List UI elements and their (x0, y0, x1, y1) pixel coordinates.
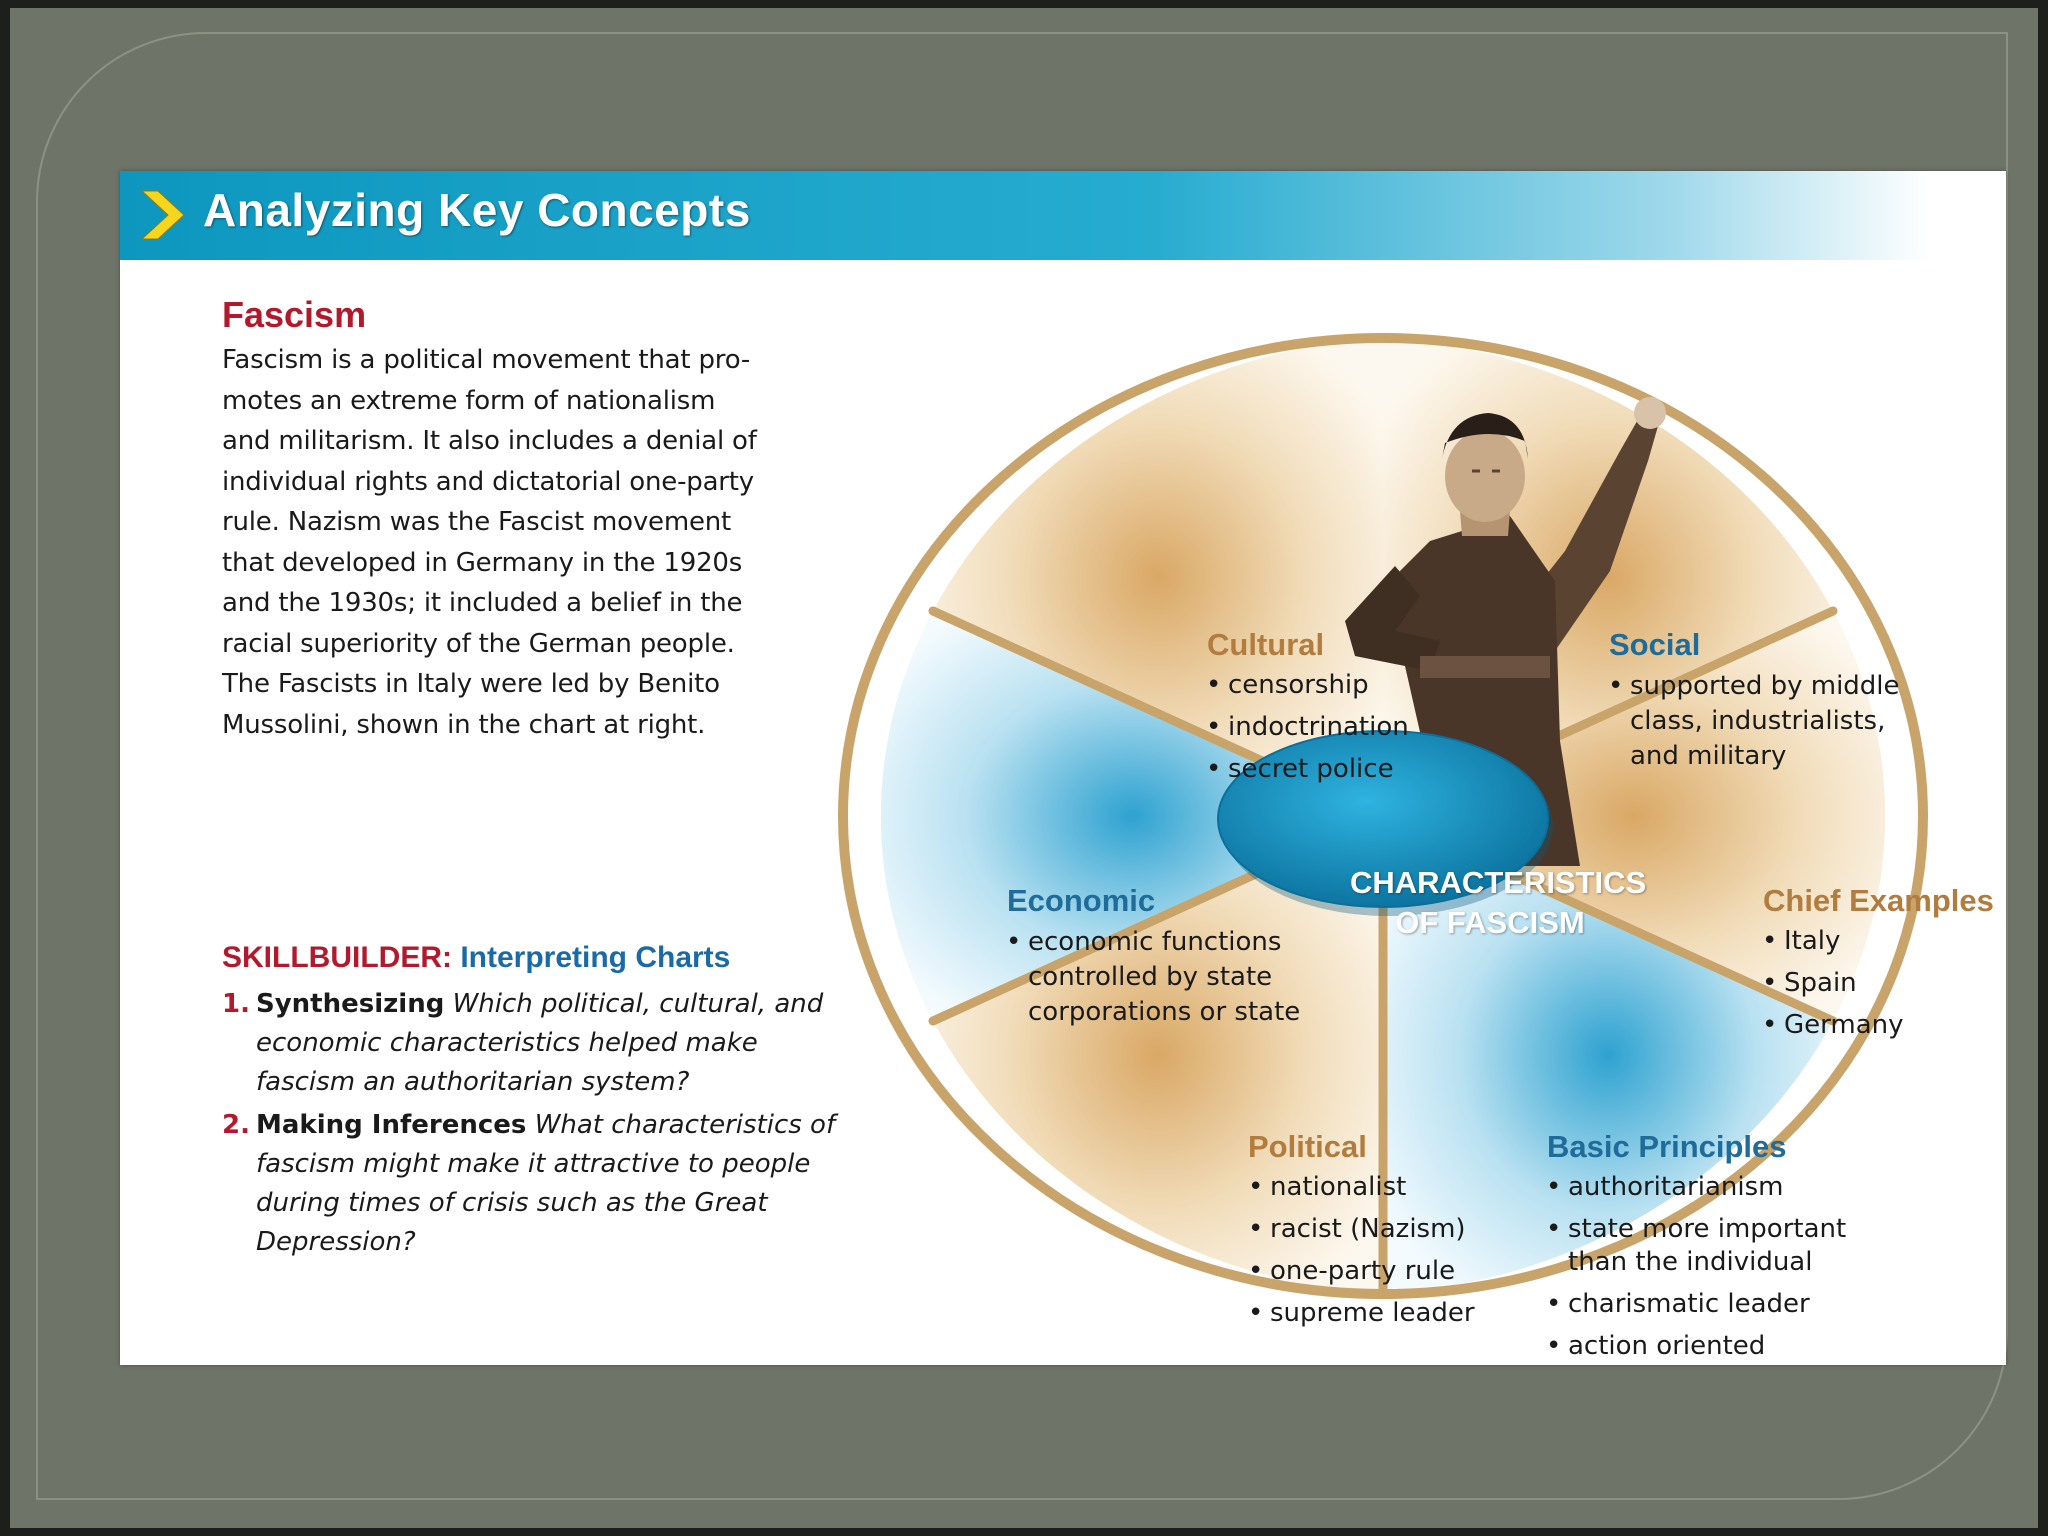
definition-line: The Fascists in Italy were led by Benito (222, 669, 720, 699)
center-label-line: OF FASCISM (1395, 905, 1585, 940)
fascism-definition (222, 294, 822, 745)
question-text: What characteristics of fascism might make it attractive to people during times of crisis such as the Great Depression? (256, 1110, 836, 1257)
skillbuilder-label: SKILLBUILDER: (222, 941, 452, 974)
segment-list-basic-principles (1546, 1171, 1866, 1365)
question-1 (222, 985, 842, 1102)
segment-title-economic: Economic (1007, 883, 1156, 918)
list-item: • Germany (1762, 1009, 1982, 1042)
textbook-page (120, 171, 2006, 1365)
question-2 (222, 1106, 842, 1262)
segment-title-political: Political (1248, 1129, 1367, 1164)
segment-title-basic-principles: Basic Principles (1547, 1129, 1787, 1164)
characteristics-wheel (820, 321, 2000, 1361)
list-item: • censorship (1206, 669, 1446, 702)
definition-line: that developed in Germany in the 1920s (222, 547, 743, 578)
segment-list-social (1608, 669, 1908, 774)
question-number: 2. (222, 1110, 250, 1140)
definition-line: Fascism is a political movement that pro- (222, 345, 751, 375)
list-item: • Italy (1762, 925, 1982, 958)
definition-line: racial superiority of the German people. (222, 628, 735, 659)
segment-title-chief-examples: Chief Examples (1763, 883, 1994, 918)
chevron-right-icon (138, 185, 192, 245)
list-item: • state more important than the individual (1546, 1213, 1866, 1279)
segment-list-political (1248, 1171, 1508, 1339)
definition-line: and militarism. It also includes a denial of (222, 426, 757, 456)
segment-list-economic (1006, 925, 1306, 1030)
list-item: • charismatic leader (1546, 1288, 1866, 1321)
definition-line: individual rights and dictatorial one-party (222, 466, 754, 497)
segment-list-cultural (1206, 669, 1446, 795)
segment-title-cultural: Cultural (1207, 627, 1325, 662)
center-label (1350, 863, 1647, 943)
banner (120, 171, 2006, 260)
question-text: Which political, cultural, and economic characteristics helped make fascism an authoritarian system? (256, 989, 824, 1097)
center-label-line: CHARACTERISTICS (1350, 865, 1647, 900)
skillbuilder (222, 941, 842, 1266)
banner-title: Analyzing Key Concepts (203, 184, 751, 236)
skillbuilder-heading (222, 941, 842, 975)
definition-line: and the 1930s; it included a belief in the (222, 588, 743, 618)
list-item: • action oriented (1546, 1330, 1866, 1363)
definition-line: Mussolini, shown in the chart at right. (222, 709, 706, 740)
segment-list-chief-examples (1762, 925, 1982, 1051)
list-item: • racist (Nazism) (1248, 1213, 1508, 1246)
list-item: • economic functions controlled by state corporations or state (1006, 925, 1306, 1030)
list-item: • indoctrination (1206, 711, 1446, 744)
definition-line: motes an extreme form of nationalism (222, 385, 716, 416)
list-item: • supreme leader (1248, 1297, 1508, 1330)
list-item: • authoritarianism (1546, 1171, 1866, 1204)
question-label: Synthesizing (256, 989, 445, 1019)
definition-text (222, 340, 822, 745)
list-item: • nationalist (1248, 1171, 1508, 1204)
list-item: • secret police (1206, 753, 1446, 786)
definition-title: Fascism (222, 294, 367, 335)
question-number: 1. (222, 989, 250, 1019)
list-item: • one-party rule (1248, 1255, 1508, 1288)
list-item: • Spain (1762, 967, 1982, 1000)
segment-title-social: Social (1609, 627, 1701, 662)
skillbuilder-subtitle: Interpreting Charts (460, 941, 731, 974)
list-item: • supported by middle class, industrialists, and military (1608, 669, 1908, 774)
definition-line: rule. Nazism was the Fascist movement (222, 507, 732, 537)
question-label: Making Inferences (256, 1110, 527, 1140)
